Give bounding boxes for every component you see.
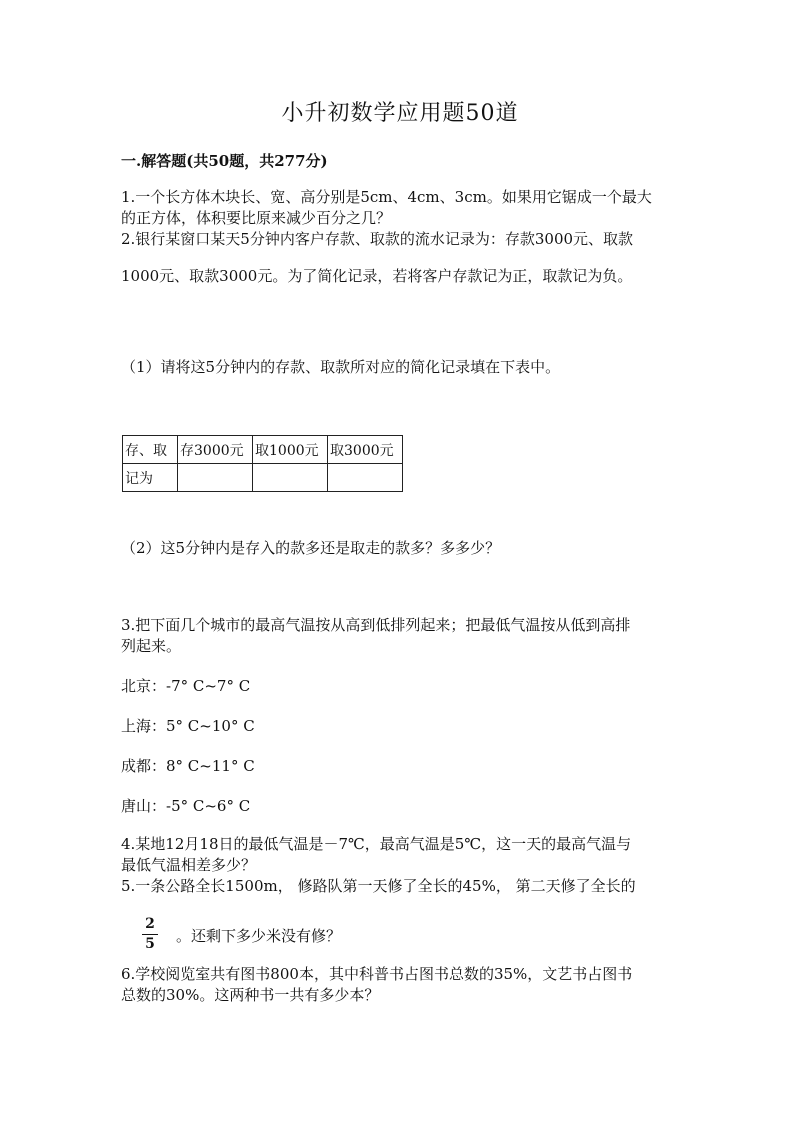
question-2-line-2: 1000元、取款3000元。为了简化记录，若将客户存款记为正，取款记为负。	[121, 267, 633, 285]
section-heading: 一.解答题(共50题，共277分)	[121, 152, 328, 170]
city-temperature: 北京：-7° C~7° C	[121, 677, 251, 695]
question-4-line-1: 4.某地12月18日的最低气温是－7℃，最高气温是5℃，这一天的最高气温与	[121, 835, 632, 853]
record-table	[122, 435, 403, 492]
table-cell: 记为	[123, 464, 178, 492]
question-2-part-1: （1）请将这5分钟内的存款、取款所对应的简化记录填在下表中。	[121, 358, 561, 376]
table-cell	[253, 464, 328, 492]
table-cell: 存3000元	[178, 436, 253, 464]
table-cell: 存、取	[123, 436, 178, 464]
fraction	[140, 916, 160, 953]
table-cell	[328, 464, 403, 492]
question-1-line-2: 的正方体，体积要比原来减少百分之几？	[121, 209, 392, 227]
table-row	[123, 436, 403, 464]
fraction-bar	[142, 934, 158, 935]
city-temperature: 上海：5° C~10° C	[121, 717, 255, 735]
table-row	[123, 464, 403, 492]
question-6-line-1: 6.学校阅览室共有图书800本，其中科普书占图书总数的35%，文艺书占图书	[121, 965, 633, 983]
question-6-line-2: 总数的30%。这两种书一共有多少本？	[121, 986, 380, 1004]
city-temperature: 唐山：-5° C~6° C	[121, 797, 251, 815]
question-3-line-1: 3.把下面几个城市的最高气温按从高到低排列起来；把最低气温按从低到高排	[121, 616, 631, 634]
page-title: 小升初数学应用题50道	[281, 101, 519, 126]
question-2-line-1: 2.银行某窗口某天5分钟内客户存款、取款的流水记录为：存款3000元、取款	[121, 230, 634, 248]
question-5-line-1: 5.一条公路全长1500m， 修路队第一天修了全长的45%， 第二天修了全长的	[121, 877, 636, 895]
question-4-line-2: 最低气温相差多少？	[121, 856, 257, 874]
question-1-line-1: 1.一个长方体木块长、宽、高分别是5cm、4cm、3cm。如果用它锯成一个最大	[121, 188, 652, 206]
question-3-line-2: 列起来。	[121, 637, 182, 655]
table-cell	[178, 464, 253, 492]
fraction-numerator: 2	[145, 916, 155, 932]
question-2-part-2: （2）这5分钟内是存入的款多还是取走的款多？多多少？	[121, 539, 501, 557]
table-cell: 取3000元	[328, 436, 403, 464]
table-cell: 取1000元	[253, 436, 328, 464]
fraction-denominator: 5	[145, 936, 155, 952]
city-temperature: 成都：8° C~11° C	[121, 757, 255, 775]
question-5-line-2: 。还剩下多少米没有修？	[176, 927, 342, 945]
